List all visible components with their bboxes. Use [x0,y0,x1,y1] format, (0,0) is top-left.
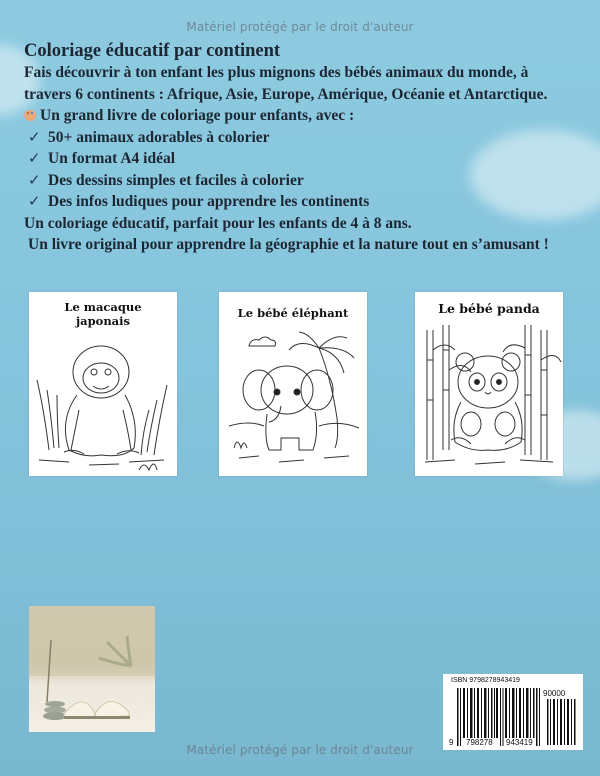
sample-page-title: Le macaque japonais [64,300,142,328]
isbn-label: ISBN 9798278943419 [451,677,520,684]
age-line: Un coloriage éducatif, parfait pour les enfants de 4 à 8 ans. [24,214,412,232]
price-code: 90000 [543,689,566,698]
elephant-drawing [219,328,367,478]
feature-item: ✓ Un format A4 idéal [24,148,594,170]
sample-page-title: Le bébé panda [438,301,540,316]
intro-line-2: travers 6 continents : Afrique, Asie, Europe, Amérique, Océanie et Antarctique. [24,85,548,103]
panda-drawing [415,320,563,475]
check-icon: ✓ [28,127,41,146]
sample-page-macaque [29,292,177,476]
description-title: Coloriage éducatif par continent [24,41,281,61]
check-icon: ✓ [28,170,41,189]
sample-page-panda [415,292,563,476]
macaque-drawing [29,330,177,480]
copyright-watermark-top: Matériel protégé par le droit d'auteur [186,20,414,34]
feature-heading: Un grand livre de coloriage pour enfants, avec : [40,107,355,124]
check-icon: ✓ [28,149,41,167]
sample-page-elephant [219,292,367,476]
barcode-digits-group1: 798278 [466,738,493,747]
feature-item: ✓ Des dessins simples et faciles à colorier [24,170,594,192]
feature-item: ✓ 50+ animaux adorables à colorier [24,127,594,149]
barcode-digits-group2: 943419 [506,738,533,747]
copyright-watermark-bottom: Matériel protégé par le droit d'auteur [186,743,414,757]
open-book-photo [29,606,155,732]
palette-icon [24,110,36,121]
isbn-barcode [443,674,583,750]
check-icon: ✓ [28,192,41,210]
barcode-digit-lead: 9 [449,738,454,747]
sample-page-title: Le bébé éléphant [237,306,349,320]
feature-item: ✓ Des infos ludiques pour apprendre les continents [24,191,594,213]
feature-heading-row [24,105,594,127]
book-description [24,40,594,256]
closing-line: Un livre original pour apprendre la géographie et la nature tout en s’amusant ! [28,236,549,253]
book-photo-illustration [29,606,155,732]
intro-line-1: Fais découvrir à ton enfant les plus mignons des bébés animaux du monde, à [24,64,529,81]
